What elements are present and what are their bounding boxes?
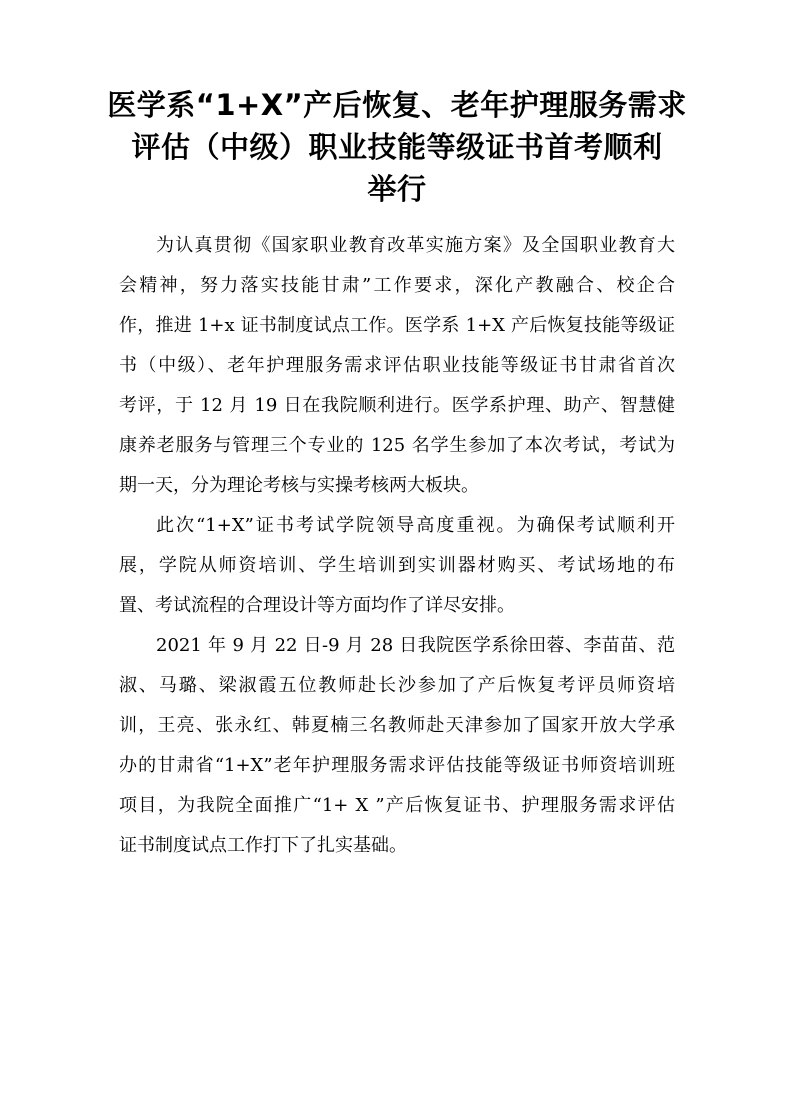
paragraph-3 bbox=[119, 626, 675, 866]
paragraph-line: 淑、马璐、梁淑霞五位教师赴长沙参加了产后恢复考评员师资培 bbox=[119, 675, 675, 696]
paragraph-line: 书（中级）、老年护理服务需求评估职业技能等级证书甘肃省首次 bbox=[119, 355, 675, 376]
paragraph-line: 证书制度试点工作打下了扎实基础。 bbox=[119, 835, 407, 856]
paragraph-line: 作，推进 1+x 证书制度试点工作。医学系 1+X 产后恢复技能等级证 bbox=[119, 315, 675, 336]
paragraph-line: 办的甘肃省“1+X”老年护理服务需求评估技能等级证书师资培训班 bbox=[119, 755, 675, 776]
document-title bbox=[100, 84, 694, 210]
paragraph-line: 会精神，努力落实技能甘肃”工作要求，深化产教融合、校企合 bbox=[119, 275, 675, 296]
title-line: 举行 bbox=[367, 172, 427, 206]
document-body bbox=[119, 226, 675, 866]
paragraph-line: 此次“1+X”证书考试学院领导高度重视。为确保考试顺利开 bbox=[156, 515, 675, 536]
paragraph-line: 展，学院从师资培训、学生培训到实训器材购买、考试场地的布 bbox=[119, 555, 675, 576]
paragraph-line: 为认真贯彻《国家职业教育改革实施方案》及全国职业教育大 bbox=[156, 235, 675, 256]
paragraph-line: 2021 年 9 月 22 日-9 月 28 日我院医学系徐田蓉、李苗苗、范 bbox=[156, 635, 675, 656]
paragraph-line: 训，王亮、张永红、韩夏楠三名教师赴天津参加了国家开放大学承 bbox=[119, 715, 675, 736]
paragraph-line: 考评，于 12 月 19 日在我院顺利进行。医学系护理、助产、智慧健 bbox=[119, 395, 675, 416]
paragraph-line: 康养老服务与管理三个专业的 125 名学生参加了本次考试，考试为 bbox=[119, 435, 676, 456]
title-line: 评估（中级）职业技能等级证书首考顺利 bbox=[131, 130, 663, 164]
paragraph-1 bbox=[119, 226, 675, 506]
paragraph-2 bbox=[119, 506, 675, 626]
paragraph-line: 置、考试流程的合理设计等方面均作了详尽安排。 bbox=[119, 595, 515, 616]
paragraph-line: 期一天，分为理论考核与实操考核两大板块。 bbox=[119, 475, 479, 496]
title-line: 医学系“1+X”产后恢复、老年护理服务需求 bbox=[107, 88, 687, 122]
paragraph-line: 项目，为我院全面推广“1+ X ”产后恢复证书、护理服务需求评估 bbox=[119, 795, 675, 816]
